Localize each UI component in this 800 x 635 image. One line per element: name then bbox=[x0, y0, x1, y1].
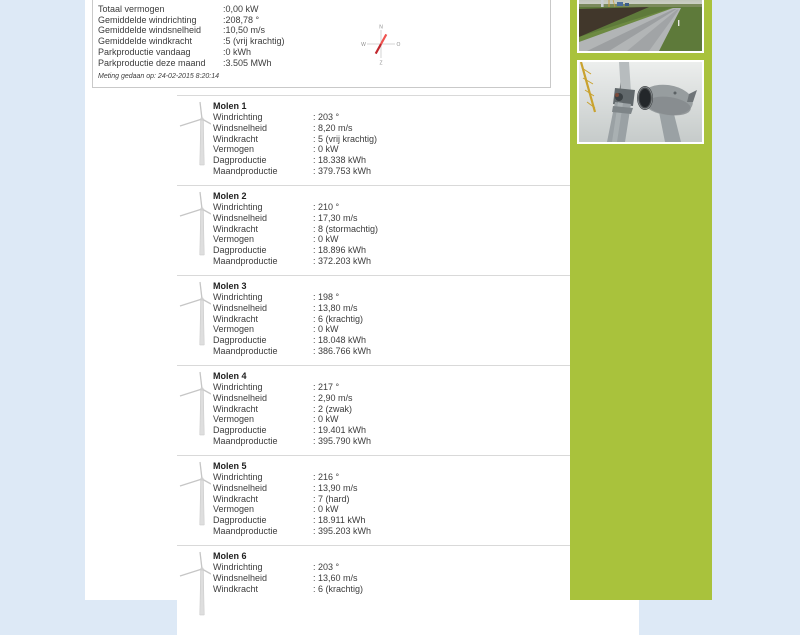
field-value: : 217 ° bbox=[313, 382, 340, 392]
compass-west-label: W bbox=[361, 42, 366, 48]
field-label: Maandproductie bbox=[213, 435, 278, 446]
summary-label: Parkproductie deze maand bbox=[98, 57, 206, 68]
park-summary-panel bbox=[92, 0, 551, 88]
field-label: Vermogen bbox=[213, 144, 255, 155]
field-label: Dagproductie bbox=[213, 515, 267, 526]
summary-value: :5 (vrij krachtig) bbox=[223, 36, 285, 47]
compass-north-label: N bbox=[379, 24, 383, 31]
field-label: Maandproductie bbox=[213, 345, 278, 356]
summary-row bbox=[98, 4, 550, 15]
field-value: : 395.203 kWh bbox=[313, 525, 372, 536]
field-value: : 386.766 kWh bbox=[313, 345, 372, 356]
field-label: Windrichting bbox=[213, 112, 263, 122]
summary-label: Gemiddelde windrichting bbox=[98, 14, 197, 25]
field-value: : 0 kW bbox=[313, 324, 339, 335]
field-label: Windkracht bbox=[213, 223, 259, 234]
field-value: : 8,20 m/s bbox=[313, 122, 353, 133]
field-label: Windsnelheid bbox=[213, 122, 268, 133]
field-value: : 19.401 kWh bbox=[313, 425, 367, 436]
photo-sidebar bbox=[570, 0, 712, 600]
wind-turbine-icon bbox=[175, 281, 211, 347]
turbine-name: Molen 1 bbox=[213, 101, 247, 111]
field-value: : 8 (stormachtig) bbox=[313, 223, 379, 234]
field-label: Vermogen bbox=[213, 234, 255, 245]
field-value: : 7 (hard) bbox=[313, 493, 350, 504]
turbine-name: Molen 6 bbox=[213, 551, 247, 561]
wind-turbine-icon bbox=[175, 101, 211, 167]
field-value: : 2,90 m/s bbox=[313, 392, 353, 403]
wind-turbine-icon bbox=[175, 461, 211, 527]
summary-row bbox=[98, 15, 550, 26]
landscape-photo-graphic bbox=[579, 0, 702, 51]
field-label: Windkracht bbox=[213, 493, 259, 504]
field-value: : 0 kW bbox=[313, 504, 339, 515]
field-label: Maandproductie bbox=[213, 525, 278, 536]
turbine-nacelle-assembly-photo[interactable] bbox=[577, 60, 704, 144]
field-label: Windkracht bbox=[213, 403, 259, 414]
summary-value: :3.505 MWh bbox=[223, 57, 272, 68]
field-value: : 379.753 kWh bbox=[313, 165, 372, 176]
measurement-timestamp: Meting gedaan op: 24-02-2015 8:20:14 bbox=[98, 73, 220, 81]
summary-row bbox=[98, 36, 550, 47]
summary-label: Totaal vermogen bbox=[98, 4, 165, 14]
summary-label: Gemiddelde windkracht bbox=[98, 36, 193, 47]
field-value: : 18.896 kWh bbox=[313, 245, 367, 256]
field-label: Windsnelheid bbox=[213, 302, 268, 313]
field-label: Windsnelheid bbox=[213, 212, 268, 223]
summary-row bbox=[98, 25, 550, 36]
summary-value: :208,78 ° bbox=[223, 14, 260, 25]
field-label: Dagproductie bbox=[213, 335, 267, 346]
compass-east-label: O bbox=[396, 42, 401, 48]
field-value: : 0 kW bbox=[313, 144, 339, 155]
field-label: Windkracht bbox=[213, 313, 259, 324]
field-label: Windrichting bbox=[213, 202, 263, 212]
wind-park-construction-road-photo[interactable] bbox=[577, 0, 704, 53]
field-label: Windrichting bbox=[213, 292, 263, 302]
summary-row bbox=[98, 58, 550, 69]
field-value: : 18.338 kWh bbox=[313, 155, 367, 166]
turbine-name: Molen 5 bbox=[213, 461, 247, 471]
field-value: : 203 ° bbox=[313, 562, 340, 572]
field-label: Windsnelheid bbox=[213, 482, 268, 493]
field-label: Dagproductie bbox=[213, 245, 267, 256]
turbine-name: Molen 4 bbox=[213, 371, 247, 381]
field-label: Windkracht bbox=[213, 133, 259, 144]
field-label: Dagproductie bbox=[213, 425, 267, 436]
wind-turbine-icon bbox=[175, 191, 211, 257]
field-value: : 13,60 m/s bbox=[313, 572, 358, 583]
wind-turbine-icon bbox=[175, 371, 211, 437]
field-value: : 6 (krachtig) bbox=[313, 583, 364, 594]
summary-value: :10,50 m/s bbox=[223, 25, 266, 36]
field-label: Vermogen bbox=[213, 414, 255, 425]
field-label: Vermogen bbox=[213, 324, 255, 335]
summary-label: Gemiddelde windsnelheid bbox=[98, 25, 202, 36]
summary-row bbox=[98, 47, 550, 58]
field-value: : 216 ° bbox=[313, 472, 340, 482]
main-content-panel bbox=[85, 0, 570, 600]
field-value: : 372.203 kWh bbox=[313, 255, 372, 266]
field-value: : 13,80 m/s bbox=[313, 302, 358, 313]
turbine-name: Molen 2 bbox=[213, 191, 247, 201]
field-value: : 0 kW bbox=[313, 414, 339, 425]
field-label: Maandproductie bbox=[213, 165, 278, 176]
field-value: : 0 kW bbox=[313, 234, 339, 245]
field-label: Windkracht bbox=[213, 583, 259, 594]
field-value: : 13,90 m/s bbox=[313, 482, 358, 493]
field-value: : 6 (krachtig) bbox=[313, 313, 364, 324]
field-label: Vermogen bbox=[213, 504, 255, 515]
field-value: : 17,30 m/s bbox=[313, 212, 358, 223]
wind-direction-compass-icon bbox=[359, 22, 403, 66]
summary-value: :0,00 kW bbox=[223, 4, 259, 14]
turbine-name: Molen 3 bbox=[213, 281, 247, 291]
summary-label: Parkproductie vandaag bbox=[98, 46, 191, 57]
field-value: : 210 ° bbox=[313, 202, 340, 212]
compass-south-label: Z bbox=[379, 60, 383, 66]
field-value: : 2 (zwak) bbox=[313, 403, 353, 414]
field-value: : 203 ° bbox=[313, 112, 340, 122]
field-label: Windsnelheid bbox=[213, 392, 268, 403]
field-value: : 18.911 kWh bbox=[313, 515, 366, 526]
field-value: : 5 (vrij krachtig) bbox=[313, 133, 378, 144]
field-label: Windrichting bbox=[213, 562, 263, 572]
field-label: Dagproductie bbox=[213, 155, 267, 166]
field-value: : 395.790 kWh bbox=[313, 435, 372, 446]
field-value: : 18.048 kWh bbox=[313, 335, 367, 346]
field-label: Windsnelheid bbox=[213, 572, 268, 583]
field-label: Windrichting bbox=[213, 472, 263, 482]
field-label: Maandproductie bbox=[213, 255, 278, 266]
field-label: Windrichting bbox=[213, 382, 263, 392]
nacelle-photo-graphic bbox=[579, 62, 702, 142]
summary-value: :0 kWh bbox=[223, 46, 252, 57]
field-value: : 198 ° bbox=[313, 292, 340, 302]
wind-turbine-icon bbox=[175, 551, 211, 617]
